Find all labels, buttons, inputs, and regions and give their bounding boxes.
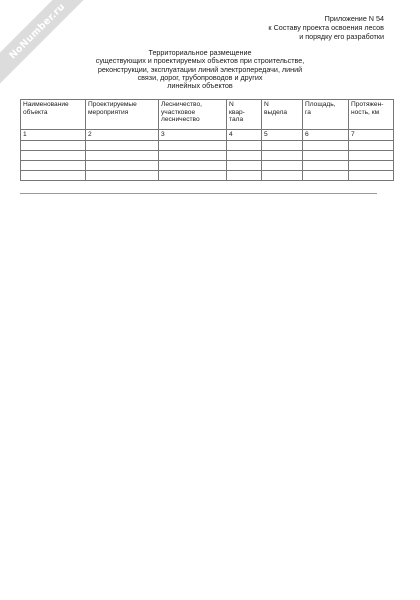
table-cell [303, 150, 349, 160]
table-cell [262, 150, 303, 160]
column-number: 3 [159, 130, 227, 141]
objects-table [20, 99, 394, 181]
table-header-row [21, 100, 394, 130]
header-cell-measures [86, 100, 159, 130]
header-line: га [305, 108, 311, 116]
appendix-line: Приложение N 54 [324, 14, 384, 23]
header-cell-forestry [159, 100, 227, 130]
header-line: мероприятия [88, 108, 129, 116]
table-row [21, 150, 394, 160]
header-line: Наименование [23, 101, 69, 108]
table-cell [227, 160, 262, 170]
header-cell-name [21, 100, 86, 130]
header-line: лесничество [161, 116, 200, 124]
table-cell [159, 150, 227, 160]
header-line: Лесничество, [161, 101, 202, 108]
header-line: тала [229, 116, 244, 124]
title-line: реконструкции, эксплуатации линий электропередачи, линий [97, 64, 303, 74]
table-cell [21, 150, 86, 160]
table-cell [262, 170, 303, 180]
header-line: Площадь, [305, 101, 336, 108]
table-cell [159, 170, 227, 180]
title-line: линейных объектов [167, 81, 233, 91]
table-cell [349, 160, 394, 170]
column-number: 5 [262, 130, 303, 141]
header-line: N [264, 101, 269, 108]
table-cell [159, 160, 227, 170]
table-cell [86, 140, 159, 150]
header-line: выдела [264, 108, 288, 116]
table-row [21, 140, 394, 150]
table-cell [21, 140, 86, 150]
table-cell [86, 170, 159, 180]
header-cell-allotment [262, 100, 303, 130]
header-line: N [229, 101, 234, 108]
table-cell [349, 150, 394, 160]
column-number: 2 [86, 130, 159, 141]
table-cell [349, 170, 394, 180]
table-cell [303, 160, 349, 170]
title-line: Территориальное размещение [148, 48, 252, 57]
header-line: участковое [161, 108, 196, 116]
header-cell-area [303, 100, 349, 130]
column-number: 6 [303, 130, 349, 141]
appendix-note [268, 14, 384, 41]
table-cell [262, 160, 303, 170]
table-cell [303, 140, 349, 150]
column-number: 1 [21, 130, 86, 141]
table-cell [349, 140, 394, 150]
header-cell-quarter [227, 100, 262, 130]
table-row [21, 160, 394, 170]
table-cell [227, 170, 262, 180]
appendix-line: к Составу проекта освоения лесов [268, 23, 384, 32]
column-number: 7 [349, 130, 394, 141]
table-cell [86, 150, 159, 160]
column-number-row [21, 130, 394, 141]
title-line: существующих и проектируемых объектов при строительстве, [95, 56, 305, 66]
column-number: 4 [227, 130, 262, 141]
table-cell [86, 160, 159, 170]
header-line: ность, км [351, 108, 380, 116]
document-title [60, 49, 340, 90]
table-cell [303, 170, 349, 180]
header-cell-length [349, 100, 394, 130]
table-cell [21, 170, 86, 180]
table-cell [159, 140, 227, 150]
title-line: связи, дорог, трубопроводов и других [137, 72, 263, 82]
header-line: Проектируемые [88, 101, 137, 108]
table-row [21, 170, 394, 180]
divider-line [20, 193, 377, 194]
table-cell [227, 140, 262, 150]
table-cell [262, 140, 303, 150]
table-cell [21, 160, 86, 170]
header-line: Протяжен- [351, 101, 384, 108]
watermark-text: NoNumber.ru [6, 0, 68, 62]
header-line: квар- [229, 108, 245, 116]
table-cell [227, 150, 262, 160]
header-line: объекта [23, 108, 48, 116]
appendix-line: и порядку его разработки [299, 32, 384, 41]
